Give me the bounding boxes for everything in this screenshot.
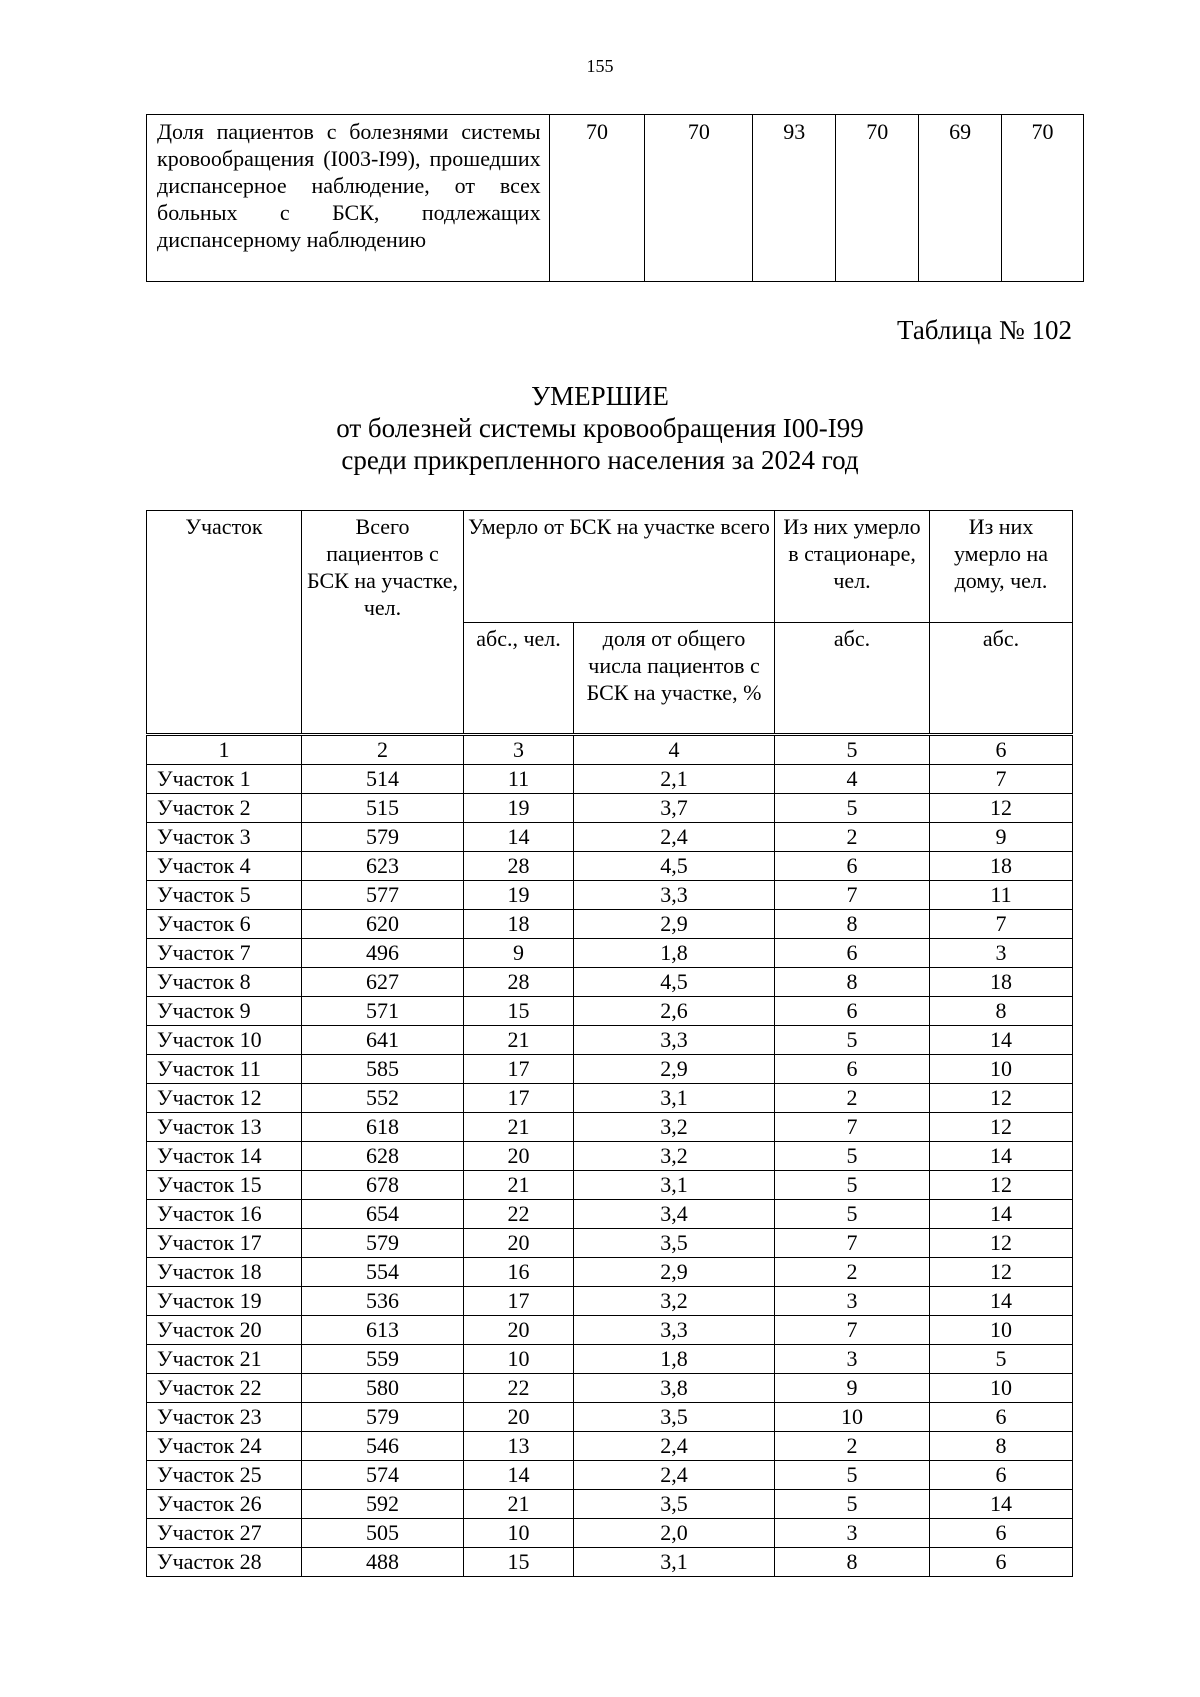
hospital-deaths-cell: 8 [775, 910, 930, 939]
total-patients-cell: 585 [302, 1055, 464, 1084]
row-label: Участок 17 [147, 1229, 302, 1258]
row-label: Участок 11 [147, 1055, 302, 1084]
deaths-abs-cell: 22 [464, 1374, 574, 1403]
deaths-abs-cell: 16 [464, 1258, 574, 1287]
deaths-share-cell: 4,5 [574, 968, 775, 997]
table-row [147, 1113, 1073, 1142]
deaths-share-cell: 3,3 [574, 1026, 775, 1055]
deaths-share-cell: 2,9 [574, 1258, 775, 1287]
total-patients-cell: 678 [302, 1171, 464, 1200]
deaths-share-cell: 3,7 [574, 794, 775, 823]
home-deaths-cell: 7 [930, 910, 1073, 939]
deaths-share-cell: 2,6 [574, 997, 775, 1026]
total-patients-cell: 546 [302, 1432, 464, 1461]
table-row [147, 1316, 1073, 1345]
header-col5-sub: абс. [775, 623, 930, 735]
table-row [147, 1287, 1073, 1316]
main-table [146, 510, 1073, 1577]
hospital-deaths-cell: 6 [775, 939, 930, 968]
header-col6-sub: абс. [930, 623, 1073, 735]
total-patients-cell: 577 [302, 881, 464, 910]
total-patients-cell: 654 [302, 1200, 464, 1229]
home-deaths-cell: 12 [930, 1171, 1073, 1200]
table-row [147, 1142, 1073, 1171]
deaths-abs-cell: 19 [464, 794, 574, 823]
home-deaths-cell: 10 [930, 1055, 1073, 1084]
total-patients-cell: 592 [302, 1490, 464, 1519]
total-patients-cell: 620 [302, 910, 464, 939]
row-label: Участок 16 [147, 1200, 302, 1229]
index-cell: 6 [930, 735, 1073, 765]
hospital-deaths-cell: 3 [775, 1519, 930, 1548]
home-deaths-cell: 14 [930, 1200, 1073, 1229]
deaths-share-cell: 3,5 [574, 1229, 775, 1258]
home-deaths-cell: 7 [930, 765, 1073, 794]
deaths-share-cell: 2,4 [574, 823, 775, 852]
total-patients-cell: 579 [302, 823, 464, 852]
hospital-deaths-cell: 2 [775, 1432, 930, 1461]
home-deaths-cell: 10 [930, 1374, 1073, 1403]
deaths-abs-cell: 18 [464, 910, 574, 939]
total-patients-cell: 641 [302, 1026, 464, 1055]
hospital-deaths-cell: 10 [775, 1403, 930, 1432]
header-col6: Из них умерло на дому, чел. [930, 511, 1073, 623]
top-table-value: 70 [836, 115, 919, 282]
deaths-abs-cell: 21 [464, 1113, 574, 1142]
hospital-deaths-cell: 8 [775, 1548, 930, 1577]
hospital-deaths-cell: 7 [775, 1316, 930, 1345]
deaths-share-cell: 3,1 [574, 1084, 775, 1113]
row-label: Участок 1 [147, 765, 302, 794]
row-label: Участок 15 [147, 1171, 302, 1200]
deaths-share-cell: 1,8 [574, 939, 775, 968]
hospital-deaths-cell: 5 [775, 794, 930, 823]
table-row [147, 1374, 1073, 1403]
deaths-abs-cell: 15 [464, 1548, 574, 1577]
deaths-abs-cell: 28 [464, 968, 574, 997]
row-label: Участок 22 [147, 1374, 302, 1403]
home-deaths-cell: 6 [930, 1403, 1073, 1432]
deaths-share-cell: 3,2 [574, 1142, 775, 1171]
row-label: Участок 9 [147, 997, 302, 1026]
deaths-abs-cell: 14 [464, 823, 574, 852]
deaths-abs-cell: 20 [464, 1229, 574, 1258]
deaths-share-cell: 2,4 [574, 1461, 775, 1490]
page-number: 155 [586, 56, 614, 76]
total-patients-cell: 571 [302, 997, 464, 1026]
deaths-abs-cell: 13 [464, 1432, 574, 1461]
deaths-abs-cell: 19 [464, 881, 574, 910]
deaths-abs-cell: 28 [464, 852, 574, 881]
main-table-body [147, 735, 1073, 1577]
top-table-value: 93 [753, 115, 836, 282]
hospital-deaths-cell: 2 [775, 823, 930, 852]
total-patients-cell: 579 [302, 1229, 464, 1258]
home-deaths-cell: 9 [930, 823, 1073, 852]
hospital-deaths-cell: 4 [775, 765, 930, 794]
deaths-share-cell: 3,8 [574, 1374, 775, 1403]
deaths-abs-cell: 10 [464, 1345, 574, 1374]
home-deaths-cell: 3 [930, 939, 1073, 968]
table-row [147, 1258, 1073, 1287]
index-cell: 5 [775, 735, 930, 765]
row-label: Участок 23 [147, 1403, 302, 1432]
home-deaths-cell: 6 [930, 1548, 1073, 1577]
deaths-abs-cell: 21 [464, 1026, 574, 1055]
row-label: Участок 6 [147, 910, 302, 939]
table-row [147, 765, 1073, 794]
table-title [0, 380, 1200, 476]
deaths-abs-cell: 14 [464, 1461, 574, 1490]
home-deaths-cell: 14 [930, 1490, 1073, 1519]
home-deaths-cell: 12 [930, 1084, 1073, 1113]
row-label: Участок 8 [147, 968, 302, 997]
total-patients-cell: 554 [302, 1258, 464, 1287]
header-col5: Из них умерло в стационаре, чел. [775, 511, 930, 623]
deaths-share-cell: 2,1 [574, 765, 775, 794]
header-col4-sub: доля от общего числа пациентов с БСК на участке, % [574, 623, 775, 735]
hospital-deaths-cell: 3 [775, 1345, 930, 1374]
hospital-deaths-cell: 5 [775, 1171, 930, 1200]
table-row [147, 794, 1073, 823]
deaths-abs-cell: 11 [464, 765, 574, 794]
hospital-deaths-cell: 7 [775, 1113, 930, 1142]
home-deaths-cell: 10 [930, 1316, 1073, 1345]
top-table-value: 70 [1002, 115, 1084, 282]
index-row [147, 735, 1073, 765]
hospital-deaths-cell: 7 [775, 1229, 930, 1258]
header-col34: Умерло от БСК на участке всего [464, 511, 775, 623]
table-row [147, 852, 1073, 881]
deaths-share-cell: 1,8 [574, 1345, 775, 1374]
row-label: Участок 4 [147, 852, 302, 881]
hospital-deaths-cell: 5 [775, 1142, 930, 1171]
table-number: Таблица № 102 [897, 315, 1072, 345]
home-deaths-cell: 6 [930, 1519, 1073, 1548]
deaths-share-cell: 3,1 [574, 1548, 775, 1577]
top-table-label: Доля пациентов с болезнями системы кровообращения (I003-I99), прошедших диспансерное наблюдение, от всех больных с БСК, подлежащих диспансерному наблюдению [147, 115, 550, 282]
hospital-deaths-cell: 8 [775, 968, 930, 997]
hospital-deaths-cell: 5 [775, 1200, 930, 1229]
row-label: Участок 24 [147, 1432, 302, 1461]
total-patients-cell: 488 [302, 1548, 464, 1577]
home-deaths-cell: 18 [930, 852, 1073, 881]
hospital-deaths-cell: 5 [775, 1461, 930, 1490]
index-cell: 4 [574, 735, 775, 765]
deaths-share-cell: 2,4 [574, 1432, 775, 1461]
index-cell: 3 [464, 735, 574, 765]
table-row [147, 1403, 1073, 1432]
deaths-share-cell: 4,5 [574, 852, 775, 881]
deaths-share-cell: 2,9 [574, 1055, 775, 1084]
row-label: Участок 7 [147, 939, 302, 968]
header-row [147, 511, 1073, 623]
index-cell: 2 [302, 735, 464, 765]
table-row [147, 1171, 1073, 1200]
deaths-share-cell: 2,9 [574, 910, 775, 939]
row-label: Участок 21 [147, 1345, 302, 1374]
deaths-share-cell: 2,0 [574, 1519, 775, 1548]
hospital-deaths-cell: 2 [775, 1084, 930, 1113]
total-patients-cell: 628 [302, 1142, 464, 1171]
top-table-value: 70 [645, 115, 753, 282]
table-row [147, 910, 1073, 939]
row-label: Участок 20 [147, 1316, 302, 1345]
row-label: Участок 13 [147, 1113, 302, 1142]
table-row [147, 1490, 1073, 1519]
hospital-deaths-cell: 6 [775, 997, 930, 1026]
total-patients-cell: 618 [302, 1113, 464, 1142]
table-row [147, 1461, 1073, 1490]
row-label: Участок 18 [147, 1258, 302, 1287]
hospital-deaths-cell: 6 [775, 852, 930, 881]
table-row [147, 823, 1073, 852]
header-col2: Всего пациентов с БСК на участке, чел. [302, 511, 464, 735]
row-label: Участок 14 [147, 1142, 302, 1171]
total-patients-cell: 579 [302, 1403, 464, 1432]
total-patients-cell: 496 [302, 939, 464, 968]
home-deaths-cell: 8 [930, 997, 1073, 1026]
deaths-abs-cell: 21 [464, 1490, 574, 1519]
table-row [147, 1055, 1073, 1084]
table-row [147, 1026, 1073, 1055]
home-deaths-cell: 11 [930, 881, 1073, 910]
deaths-abs-cell: 10 [464, 1519, 574, 1548]
title-line: УМЕРШИЕ [531, 381, 669, 411]
deaths-share-cell: 3,5 [574, 1490, 775, 1519]
table-row [147, 1084, 1073, 1113]
total-patients-cell: 574 [302, 1461, 464, 1490]
table-row [147, 968, 1073, 997]
row-label: Участок 26 [147, 1490, 302, 1519]
table-row [147, 1229, 1073, 1258]
row-label: Участок 2 [147, 794, 302, 823]
total-patients-cell: 613 [302, 1316, 464, 1345]
header-col1: Участок [147, 511, 302, 735]
top-table [146, 114, 1084, 282]
table-row [147, 1432, 1073, 1461]
table-row [147, 1200, 1073, 1229]
total-patients-cell: 559 [302, 1345, 464, 1374]
row-label: Участок 28 [147, 1548, 302, 1577]
table-row [147, 1345, 1073, 1374]
top-table-value: 69 [919, 115, 1002, 282]
home-deaths-cell: 5 [930, 1345, 1073, 1374]
index-cell: 1 [147, 735, 302, 765]
deaths-abs-cell: 17 [464, 1287, 574, 1316]
deaths-abs-cell: 20 [464, 1403, 574, 1432]
deaths-abs-cell: 17 [464, 1084, 574, 1113]
deaths-share-cell: 3,5 [574, 1403, 775, 1432]
deaths-share-cell: 3,3 [574, 881, 775, 910]
total-patients-cell: 505 [302, 1519, 464, 1548]
total-patients-cell: 514 [302, 765, 464, 794]
deaths-share-cell: 3,2 [574, 1113, 775, 1142]
hospital-deaths-cell: 5 [775, 1490, 930, 1519]
deaths-abs-cell: 17 [464, 1055, 574, 1084]
table-row [147, 1519, 1073, 1548]
table-row [147, 881, 1073, 910]
home-deaths-cell: 12 [930, 1258, 1073, 1287]
deaths-abs-cell: 9 [464, 939, 574, 968]
total-patients-cell: 623 [302, 852, 464, 881]
home-deaths-cell: 12 [930, 794, 1073, 823]
home-deaths-cell: 12 [930, 1113, 1073, 1142]
hospital-deaths-cell: 3 [775, 1287, 930, 1316]
total-patients-cell: 580 [302, 1374, 464, 1403]
hospital-deaths-cell: 5 [775, 1026, 930, 1055]
home-deaths-cell: 14 [930, 1142, 1073, 1171]
header-col3-sub: абс., чел. [464, 623, 574, 735]
title-line: от болезней системы кровообращения I00-I99 [336, 413, 864, 443]
title-line: среди прикрепленного населения за 2024 год [341, 445, 859, 475]
row-label: Участок 19 [147, 1287, 302, 1316]
top-table-value: 70 [549, 115, 645, 282]
row-label: Участок 25 [147, 1461, 302, 1490]
top-table-row [147, 115, 1084, 282]
row-label: Участок 3 [147, 823, 302, 852]
total-patients-cell: 552 [302, 1084, 464, 1113]
deaths-share-cell: 3,4 [574, 1200, 775, 1229]
deaths-share-cell: 3,3 [574, 1316, 775, 1345]
home-deaths-cell: 14 [930, 1026, 1073, 1055]
hospital-deaths-cell: 6 [775, 1055, 930, 1084]
row-label: Участок 10 [147, 1026, 302, 1055]
row-label: Участок 12 [147, 1084, 302, 1113]
deaths-abs-cell: 22 [464, 1200, 574, 1229]
home-deaths-cell: 14 [930, 1287, 1073, 1316]
hospital-deaths-cell: 9 [775, 1374, 930, 1403]
deaths-share-cell: 3,1 [574, 1171, 775, 1200]
deaths-abs-cell: 20 [464, 1316, 574, 1345]
deaths-abs-cell: 20 [464, 1142, 574, 1171]
total-patients-cell: 627 [302, 968, 464, 997]
deaths-abs-cell: 21 [464, 1171, 574, 1200]
deaths-abs-cell: 15 [464, 997, 574, 1026]
home-deaths-cell: 8 [930, 1432, 1073, 1461]
home-deaths-cell: 6 [930, 1461, 1073, 1490]
row-label: Участок 5 [147, 881, 302, 910]
table-row [147, 939, 1073, 968]
table-row [147, 997, 1073, 1026]
total-patients-cell: 536 [302, 1287, 464, 1316]
home-deaths-cell: 18 [930, 968, 1073, 997]
deaths-share-cell: 3,2 [574, 1287, 775, 1316]
total-patients-cell: 515 [302, 794, 464, 823]
hospital-deaths-cell: 2 [775, 1258, 930, 1287]
home-deaths-cell: 12 [930, 1229, 1073, 1258]
hospital-deaths-cell: 7 [775, 881, 930, 910]
row-label: Участок 27 [147, 1519, 302, 1548]
table-row [147, 1548, 1073, 1577]
